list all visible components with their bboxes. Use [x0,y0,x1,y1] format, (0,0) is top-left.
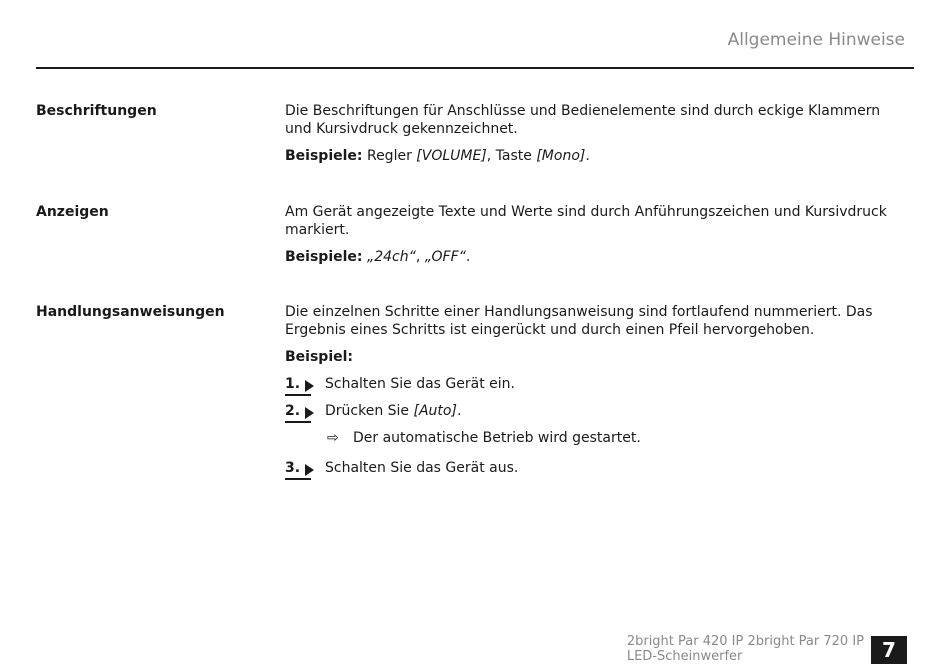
footer-product-type: LED-Scheinwerfer [626,649,743,664]
instruction-step [285,402,905,429]
section-label: Beschriftungen [36,103,157,119]
section-body [285,203,905,275]
step-underline [285,478,311,480]
section-body [285,102,905,174]
section-example [285,248,905,266]
section-description: Die einzelnen Schritte einer Handlungsanweisung sind fortlaufend nummeriert. Das Ergebnis eines Schritts ist eingerückt und durch einen Pfeil hervorgehoben. [285,304,873,338]
section-description: Die Beschriftungen für Anschlüsse und Bedienelemente sind durch eckige Klammern und Kursivdruck gekennzeichnet. [285,103,881,137]
instruction-step [285,459,905,486]
example-text: , Taste [486,148,537,164]
step-arrow-icon [305,380,314,392]
step-number: 2. [285,403,301,419]
example-display-value: „24ch“ [366,249,416,265]
step-text: Schalten Sie das Gerät ein. [325,376,515,392]
example-text: , [415,249,425,265]
page-header-title: Allgemeine Hinweise [727,30,905,50]
step-arrow-icon [305,464,314,476]
example-label: Beispiele: [285,148,363,164]
example-label: Beispiel: [285,349,354,365]
section-label: Handlungsanweisungen [36,304,225,320]
step-number: 1. [285,376,301,392]
step-underline [285,421,311,423]
page-number: 7 [871,636,907,664]
example-display-value: „OFF“ [424,249,466,265]
example-text: Regler [366,148,417,164]
instruction-step [285,375,905,402]
section-label: Anzeigen [36,204,109,220]
section-description: Am Gerät angezeigte Texte und Werte sind durch Anführungszeichen und Kursivdruck markiert. [285,204,887,238]
step-arrow-icon [305,407,314,419]
step-text: Schalten Sie das Gerät aus. [325,460,519,476]
step-control-name: [Auto] [413,403,457,419]
step-result [285,429,905,459]
section-example [285,147,905,165]
section-body [285,303,905,486]
step-text-part: Drücken Sie [325,403,414,419]
example-text: . [465,249,471,265]
result-text: Der automatische Betrieb wird gestartet. [353,430,641,446]
step-text-part: . [456,403,462,419]
header-divider [36,67,914,69]
result-arrow-icon: ⇨ [327,430,339,446]
footer-product-name [627,634,864,664]
step-underline [285,394,311,396]
footer-product-line: 2bright Par 420 IP 2bright Par 720 IP [626,634,864,649]
step-text [325,402,461,420]
step-number: 3. [285,460,301,476]
example-text: . [585,148,590,164]
example-control-name: [VOLUME] [416,148,487,164]
example-label: Beispiele: [285,249,363,265]
example-control-name: [Mono] [536,148,586,164]
